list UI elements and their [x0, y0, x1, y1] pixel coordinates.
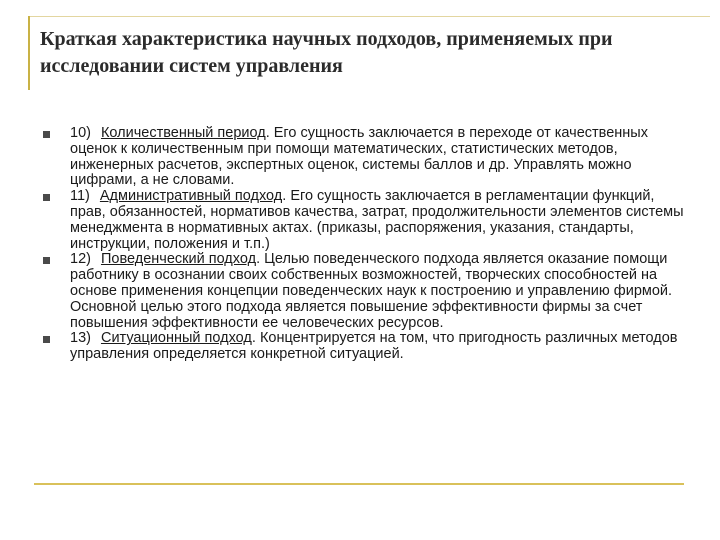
title-frame-left-line — [28, 16, 30, 90]
list-item — [40, 189, 690, 252]
item-text: . Целью поведенческого подхода является оказание помощи работнику в осознании своих собственных возможностей, творческих способностей на основе применения концепции поведенческих наук к построению и управлению фирмой. Основной целью этого подхода является повышение эффективности фирмы за счет повышения эффективности ее человеческих ресурсов. — [70, 251, 673, 331]
item-text: . Его сущность заключается в переходе от качественных оценок к количественным при помощи математических, статистических методов, инженерных расчетов, экспертных оценок, системы баллов и др. Управлять можно цифрами, а не словами. — [70, 125, 648, 189]
list-item — [40, 126, 690, 189]
item-number: 10) — [70, 125, 91, 141]
item-term: Поведенческий подход — [100, 251, 257, 268]
slide-title: Краткая характеристика научных подходов, применяемых при исследовании систем управления — [40, 28, 613, 77]
item-text: . Его сущность заключается в регламентации функций, прав, обязанностей, нормативов качества, затрат, продолжительности элементов системы менеджмента в нормативных актах. (приказы, распоряжения, указания, стандарты, инструкции, положения и т.п.) — [70, 188, 684, 252]
square-bullet-icon — [43, 257, 50, 264]
list-item — [40, 252, 690, 331]
square-bullet-icon — [43, 194, 50, 201]
title-frame-top-line — [28, 16, 710, 17]
square-bullet-icon — [43, 336, 50, 343]
item-term: Количественный период — [100, 125, 266, 141]
item-number: 11) — [70, 188, 90, 205]
item-number: 12) — [70, 251, 91, 268]
square-bullet-icon — [43, 131, 50, 138]
item-term: Административный подход — [99, 188, 283, 205]
item-text: . Концентрируется на том, что пригодность различных методов управления определяется конкретной ситуацией. — [70, 330, 678, 363]
item-number: 13) — [70, 330, 91, 347]
list-item — [40, 331, 690, 363]
bottom-divider — [34, 483, 684, 485]
approach-list — [40, 126, 690, 363]
item-term: Ситуационный подход — [100, 330, 252, 347]
